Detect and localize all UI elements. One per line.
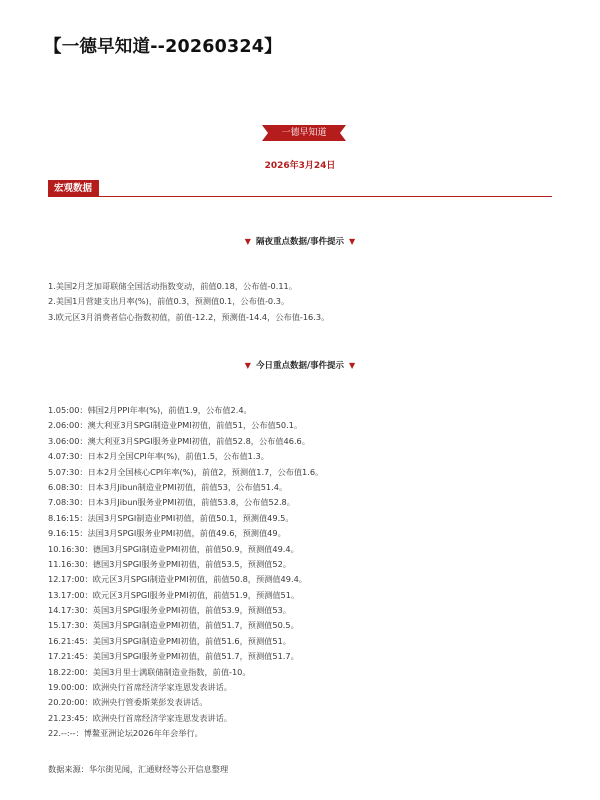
today-heading — [0, 359, 600, 371]
section-divider — [48, 196, 552, 197]
list-item: 17.21:45：美国3月SPGI服务业PMI初值，前值51.7，预测值51.7。 — [48, 651, 299, 662]
list-item: 9.16:15：法国3月SPGI服务业PMI初值，前值49.6，预测值49。 — [48, 528, 286, 539]
list-item: 8.16:15：法国3月SPGI制造业PMI初值，前值50.1，预测值49.5。 — [48, 512, 294, 523]
today-heading-text: 今日重点数据/事件提示 — [255, 361, 345, 371]
triangle-marker-icon: ▼ — [349, 361, 356, 370]
page-title: 【一德早知道--20260324】 — [44, 37, 282, 57]
overnight-heading — [0, 235, 600, 247]
list-item: 13.17:00：欧元区3月SPGI服务业PMI初值，前值51.9，预测值51。 — [48, 589, 300, 600]
list-item: 21.23:45：欧洲央行首席经济学家连恩发表讲话。 — [48, 712, 232, 723]
triangle-marker-icon: ▼ — [244, 237, 251, 246]
list-item: 22.--:--：博鳌亚洲论坛2026年年会举行。 — [48, 728, 203, 739]
list-item: 2.06:00：澳大利亚3月SPGI制造业PMI初值，前值51，公布值50.1。 — [48, 420, 303, 431]
list-item: 19.00:00：欧洲央行首席经济学家连恩发表讲话。 — [48, 682, 232, 693]
list-item: 10.16:30：德国3月SPGI制造业PMI初值，前值50.9，预测值49.4。 — [48, 543, 299, 554]
list-item: 4.07:30：日本2月全国CPI年率(%)，前值1.5，公布值1.3。 — [48, 451, 269, 462]
triangle-marker-icon: ▼ — [349, 237, 356, 246]
ribbon-label: 一德早知道 — [281, 128, 327, 138]
list-item: 16.21:45：美国3月SPGI制造业PMI初值，前值51.6，预测值51。 — [48, 635, 291, 646]
section-tag-macro: 宏观数据 — [48, 180, 99, 197]
title-ribbon — [262, 125, 346, 143]
list-item: 7.08:30：日本3月Jibun服务业PMI初值，前值53.8，公布值52.8。 — [48, 497, 295, 508]
list-item: 20.20:00：欧洲央行管委斯莱彭发表讲话。 — [48, 697, 208, 708]
data-source-note: 数据来源：华尔街见闻，汇通财经等公开信息整理 — [48, 764, 229, 774]
list-item: 3.06:00：澳大利亚3月SPGI服务业PMI初值，前值52.8，公布值46.6。 — [48, 435, 310, 446]
list-item: 1.05:00：韩国2月PPI年率(%)，前值1.9，公布值2.4。 — [48, 405, 252, 415]
report-date: 2026年3月24日 — [264, 161, 336, 171]
list-item: 18.22:00：美国3月里士满联储制造业指数，前值-10。 — [48, 666, 251, 677]
list-item: 5.07:30：日本2月全国核心CPI年率(%)，前值2，预测值1.7，公布值1.6。 — [48, 466, 324, 477]
list-item: 12.17:00：欧元区3月SPGI制造业PMI初值，前值50.8，预测值49.4。 — [48, 574, 307, 585]
overnight-heading-text: 隔夜重点数据/事件提示 — [255, 237, 345, 247]
list-item: 14.17:30：英国3月SPGI服务业PMI初值，前值53.9，预测值53。 — [48, 605, 291, 616]
overnight-list — [48, 279, 568, 325]
list-item: 1.美国2月芝加哥联储全国活动指数变动，前值0.18，公布值-0.11。 — [48, 281, 297, 291]
list-item: 2.美国1月营建支出月率(%)，前值0.3，预测值0.1，公布值-0.3。 — [48, 296, 290, 307]
list-item: 15.17:30：英国3月SPGI制造业PMI初值，前值51.7，预测值50.5。 — [48, 620, 299, 631]
list-item: 11.16:30：德国3月SPGI服务业PMI初值，前值53.5，预测值52。 — [48, 558, 291, 569]
list-item: 6.08:30：日本3月Jibun制造业PMI初值，前值53，公布值51.4。 — [48, 481, 288, 492]
list-item: 3.欧元区3月消费者信心指数初值，前值-12.2，预测值-14.4，公布值-16.3。 — [48, 311, 330, 322]
today-list — [48, 403, 568, 742]
triangle-marker-icon: ▼ — [244, 361, 251, 370]
